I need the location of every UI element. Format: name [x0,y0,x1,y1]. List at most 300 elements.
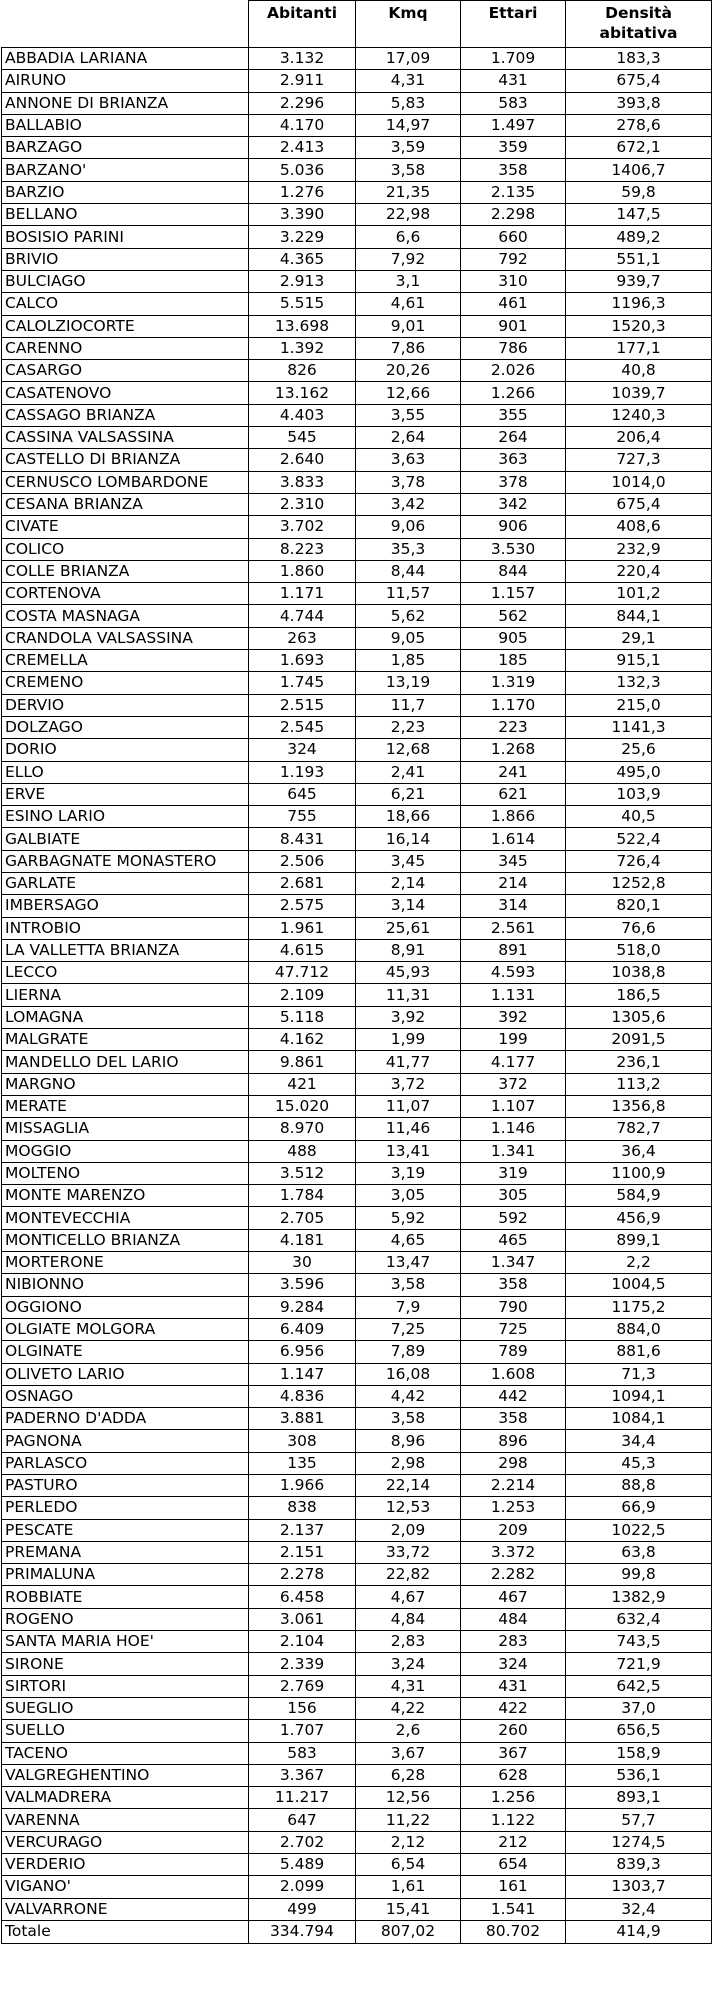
kmq-cell: 17,09 [356,48,461,70]
ettari-cell: 310 [461,270,566,292]
densita-cell: 844,1 [566,605,712,627]
kmq-cell: 21,35 [356,181,461,203]
comune-name: PREMANA [2,1541,249,1563]
ettari-cell: 484 [461,1608,566,1630]
densita-cell: 632,4 [566,1608,712,1630]
densita-cell: 1175,2 [566,1296,712,1318]
kmq-cell: 11,22 [356,1809,461,1831]
kmq-cell: 3,92 [356,1006,461,1028]
comune-name: LOMAGNA [2,1006,249,1028]
table-row [2,1475,712,1497]
kmq-cell: 4,22 [356,1697,461,1719]
kmq-cell: 13,47 [356,1252,461,1274]
ettari-cell: 442 [461,1385,566,1407]
comune-name: ROGENO [2,1608,249,1630]
abitanti-cell: 2.506 [249,850,356,872]
comune-name: MALGRATE [2,1029,249,1051]
table-row [2,872,712,894]
header-abitanti: Abitanti [249,1,356,48]
densita-cell: 66,9 [566,1497,712,1519]
densita-cell: 101,2 [566,583,712,605]
densita-cell: 1038,8 [566,962,712,984]
comune-name: ESINO LARIO [2,806,249,828]
table-row [2,984,712,1006]
densita-cell: 158,9 [566,1742,712,1764]
comune-name: BARZIO [2,181,249,203]
ettari-cell: 4.177 [461,1051,566,1073]
table-row [2,1296,712,1318]
table-row [2,382,712,404]
comune-name: CASARGO [2,360,249,382]
abitanti-cell: 421 [249,1073,356,1095]
kmq-cell: 5,92 [356,1207,461,1229]
comune-name: BALLABIO [2,114,249,136]
abitanti-cell: 3.390 [249,204,356,226]
population-table [1,0,712,1944]
densita-cell: 147,5 [566,204,712,226]
kmq-cell: 6,54 [356,1854,461,1876]
kmq-cell: 3,58 [356,159,461,181]
ettari-cell: 367 [461,1742,566,1764]
header-row [2,1,712,48]
table-row [2,1876,712,1898]
ettari-cell: 1.608 [461,1363,566,1385]
kmq-cell: 3,63 [356,449,461,471]
table-row [2,672,712,694]
table-row [2,761,712,783]
ettari-cell: 467 [461,1586,566,1608]
kmq-cell: 3,67 [356,1742,461,1764]
ettari-cell: 906 [461,516,566,538]
densita-cell: 220,4 [566,560,712,582]
densita-cell: 183,3 [566,48,712,70]
densita-cell: 1141,3 [566,716,712,738]
densita-cell: 63,8 [566,1541,712,1563]
ettari-cell: 461 [461,293,566,315]
kmq-cell: 3,42 [356,493,461,515]
comune-name: CASATENOVO [2,382,249,404]
table-row [2,1363,712,1385]
comune-name: VIGANO' [2,1876,249,1898]
table-row [2,1742,712,1764]
ettari-cell: 378 [461,471,566,493]
comune-name: MONTEVECCHIA [2,1207,249,1229]
comune-name: AIRUNO [2,70,249,92]
densita-cell: 206,4 [566,427,712,449]
ettari-cell: 1.131 [461,984,566,1006]
table-row [2,1898,712,1920]
table-row [2,114,712,136]
ettari-cell: 1.541 [461,1898,566,1920]
kmq-cell: 3,19 [356,1162,461,1184]
comune-name: VALVARRONE [2,1898,249,1920]
kmq-cell: 35,3 [356,538,461,560]
kmq-cell: 3,45 [356,850,461,872]
ettari-cell: 342 [461,493,566,515]
densita-cell: 489,2 [566,226,712,248]
abitanti-cell: 30 [249,1252,356,1274]
densita-cell: 45,3 [566,1452,712,1474]
abitanti-cell: 2.681 [249,872,356,894]
table-body [2,48,712,1921]
table-row [2,1787,712,1809]
table-row [2,1497,712,1519]
ettari-cell: 1.253 [461,1497,566,1519]
comune-name: OLGIATE MOLGORA [2,1318,249,1340]
kmq-cell: 7,86 [356,337,461,359]
ettari-cell: 214 [461,872,566,894]
densita-cell: 1084,1 [566,1408,712,1430]
densita-cell: 1520,3 [566,315,712,337]
ettari-cell: 358 [461,1274,566,1296]
table-row [2,315,712,337]
comune-name: MERATE [2,1095,249,1117]
densita-cell: 518,0 [566,939,712,961]
abitanti-cell: 3.881 [249,1408,356,1430]
abitanti-cell: 1.147 [249,1363,356,1385]
ettari-cell: 358 [461,1408,566,1430]
total-densita: 414,9 [566,1920,712,1943]
abitanti-cell: 1.193 [249,761,356,783]
table-row [2,1653,712,1675]
abitanti-cell: 645 [249,783,356,805]
comune-name: LIERNA [2,984,249,1006]
total-abitanti: 334.794 [249,1920,356,1943]
kmq-cell: 9,06 [356,516,461,538]
densita-cell: 132,3 [566,672,712,694]
abitanti-cell: 2.769 [249,1675,356,1697]
ettari-cell: 298 [461,1452,566,1474]
table-row [2,1095,712,1117]
table-row [2,248,712,270]
ettari-cell: 725 [461,1318,566,1340]
comune-name: CERNUSCO LOMBARDONE [2,471,249,493]
kmq-cell: 8,44 [356,560,461,582]
kmq-cell: 3,1 [356,270,461,292]
table-row [2,739,712,761]
kmq-cell: 22,82 [356,1564,461,1586]
kmq-cell: 3,05 [356,1185,461,1207]
header-blank-cell [2,1,249,48]
abitanti-cell: 47.712 [249,962,356,984]
ettari-cell: 844 [461,560,566,582]
comune-name: BOSISIO PARINI [2,226,249,248]
ettari-cell: 583 [461,92,566,114]
kmq-cell: 3,78 [356,471,461,493]
ettari-cell: 891 [461,939,566,961]
comune-name: VERCURAGO [2,1831,249,1853]
abitanti-cell: 838 [249,1497,356,1519]
comune-name: SUELLO [2,1720,249,1742]
ettari-cell: 2.026 [461,360,566,382]
comune-name: GARLATE [2,872,249,894]
kmq-cell: 16,14 [356,828,461,850]
abitanti-cell: 135 [249,1452,356,1474]
ettari-cell: 1.497 [461,114,566,136]
table-row [2,1274,712,1296]
abitanti-cell: 1.745 [249,672,356,694]
abitanti-cell: 2.515 [249,694,356,716]
ettari-cell: 305 [461,1185,566,1207]
comune-name: SIRTORI [2,1675,249,1697]
abitanti-cell: 488 [249,1140,356,1162]
densita-cell: 25,6 [566,739,712,761]
kmq-cell: 3,24 [356,1653,461,1675]
comune-name: SIRONE [2,1653,249,1675]
ettari-cell: 314 [461,895,566,917]
densita-cell: 1014,0 [566,471,712,493]
comune-name: BARZANO' [2,159,249,181]
table-row [2,895,712,917]
kmq-cell: 2,64 [356,427,461,449]
table-row [2,1341,712,1363]
abitanti-cell: 3.061 [249,1608,356,1630]
comune-name: CORTENOVA [2,583,249,605]
table-row [2,360,712,382]
kmq-cell: 9,05 [356,627,461,649]
ettari-cell: 1.709 [461,48,566,70]
table-row [2,270,712,292]
abitanti-cell: 4.365 [249,248,356,270]
densita-cell: 1252,8 [566,872,712,894]
abitanti-cell: 1.707 [249,1720,356,1742]
kmq-cell: 6,28 [356,1764,461,1786]
kmq-cell: 3,55 [356,404,461,426]
ettari-cell: 1.268 [461,739,566,761]
densita-cell: 1305,6 [566,1006,712,1028]
comune-name: MOLTENO [2,1162,249,1184]
abitanti-cell: 2.278 [249,1564,356,1586]
abitanti-cell: 755 [249,806,356,828]
kmq-cell: 20,26 [356,360,461,382]
densita-cell: 29,1 [566,627,712,649]
densita-cell: 743,5 [566,1631,712,1653]
densita-cell: 1100,9 [566,1162,712,1184]
comune-name: CALOLZIOCORTE [2,315,249,337]
comune-name: ROBBIATE [2,1586,249,1608]
comune-name: CASSINA VALSASSINA [2,427,249,449]
header-kmq: Kmq [356,1,461,48]
ettari-cell: 1.107 [461,1095,566,1117]
kmq-cell: 6,21 [356,783,461,805]
ettari-cell: 1.341 [461,1140,566,1162]
densita-cell: 726,4 [566,850,712,872]
kmq-cell: 11,7 [356,694,461,716]
abitanti-cell: 4.744 [249,605,356,627]
ettari-cell: 358 [461,159,566,181]
comune-name: NIBIONNO [2,1274,249,1296]
kmq-cell: 4,61 [356,293,461,315]
comune-name: PASTURO [2,1475,249,1497]
comune-name: SUEGLIO [2,1697,249,1719]
kmq-cell: 2,83 [356,1631,461,1653]
comune-name: LECCO [2,962,249,984]
ettari-cell: 1.157 [461,583,566,605]
ettari-cell: 1.256 [461,1787,566,1809]
table-row [2,583,712,605]
densita-cell: 113,2 [566,1073,712,1095]
ettari-cell: 4.593 [461,962,566,984]
abitanti-cell: 1.392 [249,337,356,359]
ettari-cell: 901 [461,315,566,337]
comune-name: ELLO [2,761,249,783]
comune-name: COSTA MASNAGA [2,605,249,627]
table-row [2,92,712,114]
abitanti-cell: 1.171 [249,583,356,605]
ettari-cell: 1.266 [461,382,566,404]
ettari-cell: 896 [461,1430,566,1452]
abitanti-cell: 13.698 [249,315,356,337]
kmq-cell: 3,59 [356,137,461,159]
ettari-cell: 790 [461,1296,566,1318]
densita-cell: 103,9 [566,783,712,805]
ettari-cell: 2.214 [461,1475,566,1497]
densita-cell: 721,9 [566,1653,712,1675]
table-row [2,1140,712,1162]
abitanti-cell: 3.596 [249,1274,356,1296]
total-ettari: 80.702 [461,1920,566,1943]
densita-cell: 99,8 [566,1564,712,1586]
densita-cell: 393,8 [566,92,712,114]
densita-cell: 232,9 [566,538,712,560]
abitanti-cell: 5.036 [249,159,356,181]
ettari-cell: 1.146 [461,1118,566,1140]
abitanti-cell: 4.836 [249,1385,356,1407]
table-row [2,828,712,850]
table-row [2,137,712,159]
abitanti-cell: 2.705 [249,1207,356,1229]
densita-cell: 656,5 [566,1720,712,1742]
table-row [2,1608,712,1630]
comune-name: VARENNA [2,1809,249,1831]
comune-name: CALCO [2,293,249,315]
densita-cell: 57,7 [566,1809,712,1831]
comune-name: OGGIONO [2,1296,249,1318]
comune-name: COLICO [2,538,249,560]
comune-name: IMBERSAGO [2,895,249,917]
table-row [2,70,712,92]
table-row [2,1564,712,1586]
abitanti-cell: 15.020 [249,1095,356,1117]
comune-name: MORTERONE [2,1252,249,1274]
table-row [2,806,712,828]
densita-cell: 36,4 [566,1140,712,1162]
ettari-cell: 392 [461,1006,566,1028]
comune-name: BULCIAGO [2,270,249,292]
ettari-cell: 3.372 [461,1541,566,1563]
abitanti-cell: 6.956 [249,1341,356,1363]
kmq-cell: 3,14 [356,895,461,917]
abitanti-cell: 324 [249,739,356,761]
abitanti-cell: 6.458 [249,1586,356,1608]
table-row [2,1408,712,1430]
comune-name: PESCATE [2,1519,249,1541]
abitanti-cell: 2.296 [249,92,356,114]
abitanti-cell: 8.431 [249,828,356,850]
kmq-cell: 13,41 [356,1140,461,1162]
abitanti-cell: 583 [249,1742,356,1764]
densita-cell: 782,7 [566,1118,712,1140]
abitanti-cell: 2.911 [249,70,356,92]
ettari-cell: 2.135 [461,181,566,203]
abitanti-cell: 11.217 [249,1787,356,1809]
densita-cell: 839,3 [566,1854,712,1876]
abitanti-cell: 2.545 [249,716,356,738]
kmq-cell: 2,23 [356,716,461,738]
kmq-cell: 33,72 [356,1541,461,1563]
densita-cell: 34,4 [566,1430,712,1452]
abitanti-cell: 1.276 [249,181,356,203]
densita-cell: 1382,9 [566,1586,712,1608]
kmq-cell: 3,72 [356,1073,461,1095]
ettari-cell: 660 [461,226,566,248]
kmq-cell: 12,56 [356,1787,461,1809]
comune-name: INTROBIO [2,917,249,939]
densita-cell: 1303,7 [566,1876,712,1898]
comune-name: COLLE BRIANZA [2,560,249,582]
abitanti-cell: 4.403 [249,404,356,426]
densita-cell: 1356,8 [566,1095,712,1117]
table-row [2,181,712,203]
ettari-cell: 260 [461,1720,566,1742]
abitanti-cell: 4.181 [249,1229,356,1251]
comune-name: LA VALLETTA BRIANZA [2,939,249,961]
kmq-cell: 11,57 [356,583,461,605]
densita-cell: 177,1 [566,337,712,359]
ettari-cell: 241 [461,761,566,783]
kmq-cell: 14,97 [356,114,461,136]
kmq-cell: 4,31 [356,1675,461,1697]
abitanti-cell: 2.913 [249,270,356,292]
kmq-cell: 15,41 [356,1898,461,1920]
kmq-cell: 2,41 [356,761,461,783]
kmq-cell: 3,58 [356,1274,461,1296]
abitanti-cell: 2.310 [249,493,356,515]
kmq-cell: 22,98 [356,204,461,226]
comune-name: PERLEDO [2,1497,249,1519]
ettari-cell: 345 [461,850,566,872]
densita-cell: 536,1 [566,1764,712,1786]
ettari-cell: 3.530 [461,538,566,560]
abitanti-cell: 2.640 [249,449,356,471]
abitanti-cell: 2.137 [249,1519,356,1541]
ettari-cell: 786 [461,337,566,359]
abitanti-cell: 3.512 [249,1162,356,1184]
densita-cell: 40,8 [566,360,712,382]
comune-name: BARZAGO [2,137,249,159]
table-row [2,1430,712,1452]
comune-name: MONTICELLO BRIANZA [2,1229,249,1251]
kmq-cell: 4,67 [356,1586,461,1608]
densita-cell: 215,0 [566,694,712,716]
kmq-cell: 16,08 [356,1363,461,1385]
densita-cell: 278,6 [566,114,712,136]
ettari-cell: 562 [461,605,566,627]
table-row [2,1809,712,1831]
table-row [2,1073,712,1095]
total-row [2,1920,712,1943]
densita-cell: 2091,5 [566,1029,712,1051]
densita-cell: 675,4 [566,70,712,92]
total-kmq: 807,02 [356,1920,461,1943]
header-densita: Densità abitativa [566,1,712,48]
comune-name: MANDELLO DEL LARIO [2,1051,249,1073]
abitanti-cell: 3.132 [249,48,356,70]
table-row [2,293,712,315]
comune-name: CASSAGO BRIANZA [2,404,249,426]
ettari-cell: 789 [461,1341,566,1363]
table-row [2,1252,712,1274]
